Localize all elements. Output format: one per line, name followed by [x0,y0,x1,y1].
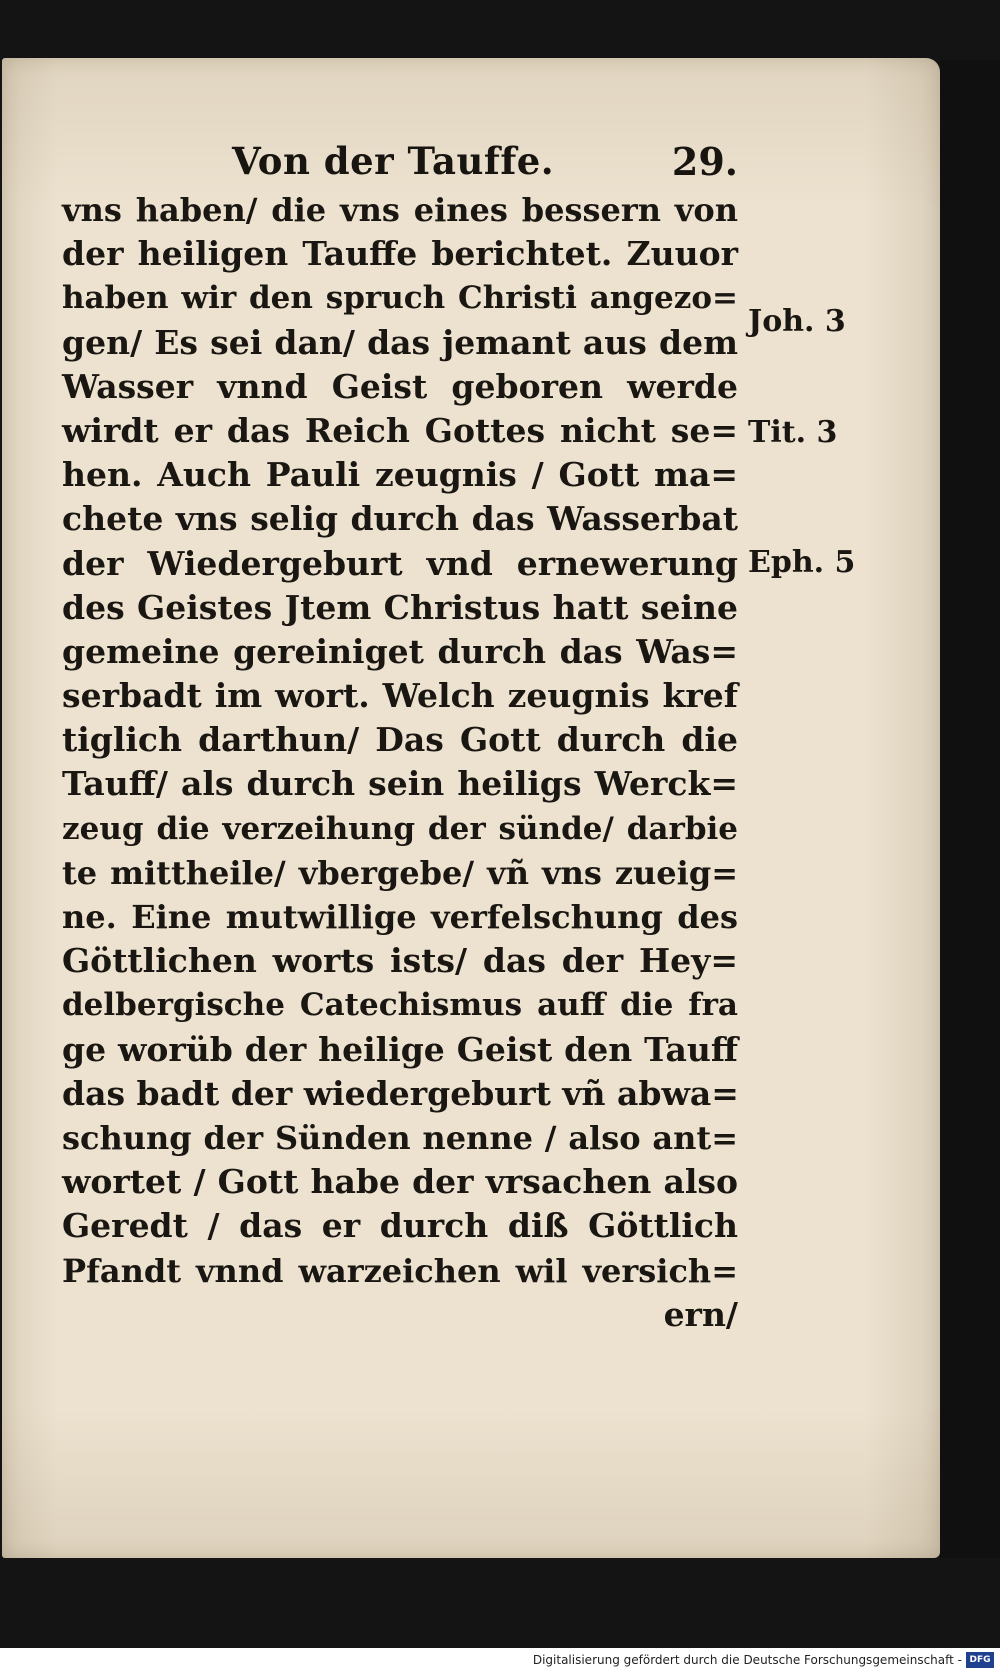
text-line: Geredt / das er durch diß Göttlich [62,1206,738,1246]
text-line: tiglich darthun/ Das Gott durch die [62,720,738,760]
text-line: wirdt er das Reich Gottes nicht se= [62,410,738,450]
page-number: 29. [671,139,738,184]
page-header [232,139,742,195]
text-line: chete vns selig durch das Wasserbat [62,499,738,539]
marginal-note-titus: Tit. 3 [748,415,838,450]
funding-credit: Digitalisierung gefördert durch die Deutsche Forschungsgemeinschaft - [532,1653,962,1667]
text-line: zeug die verzeihung der sünde/ darbie [62,810,738,847]
marginal-note-john: Joh. 3 [748,304,846,339]
text-line: serbadt im wort. Welch zeugnis kref [62,676,738,716]
text-line: der Wiedergeburt vnd ernewerung [62,543,738,583]
text-line: haben wir den spruch Christi angezo= [62,280,738,317]
text-line: des Geistes Jtem Christus hatt seine [62,587,738,627]
text-line: gemeine gereiniget durch das Was= [62,631,738,671]
text-line: gen/ Es sei dan/ das jemant aus dem [62,322,738,362]
body-text [62,188,738,1337]
page-edge-shadow [940,60,1000,1558]
text-line: Göttlichen worts ists/ das der Hey= [62,941,738,981]
running-title: Von der Tauffe. [232,139,555,183]
text-line: Tauff/ als durch sein heiligs Werck= [62,764,738,804]
text-line: vns haben/ die vns eines bessern von [62,191,738,229]
text-line: te mittheile/ vbergebe/ vñ vns zueig= [62,853,738,892]
text-line: wortet / Gott habe der vrsachen also [62,1162,738,1202]
text-line: ne. Eine mutwillige verfelschung des [62,898,738,936]
text-line: Wasser vnnd Geist geboren werde [62,366,738,406]
catchword: ern/ [663,1294,738,1334]
marginal-note-ephesians: Eph. 5 [748,545,856,580]
text-line: ge worüb der heilige Geist den Tauff [62,1029,738,1069]
text-line: Pfandt vnnd warzeichen wil versich= [62,1251,738,1290]
text-line: das badt der wiedergeburt vñ abwa= [62,1073,739,1113]
footer-bar [0,1648,1000,1674]
text-line: hen. Auch Pauli zeugnis / Gott ma= [62,455,738,495]
text-line: schung der Sünden nenne / also ant= [62,1118,738,1157]
text-line: delbergische Catechismus auff die fra [62,987,738,1024]
text-line: der heiligen Tauffe berichtet. Zuuor [62,234,738,274]
dfg-logo: DFG [966,1652,994,1668]
